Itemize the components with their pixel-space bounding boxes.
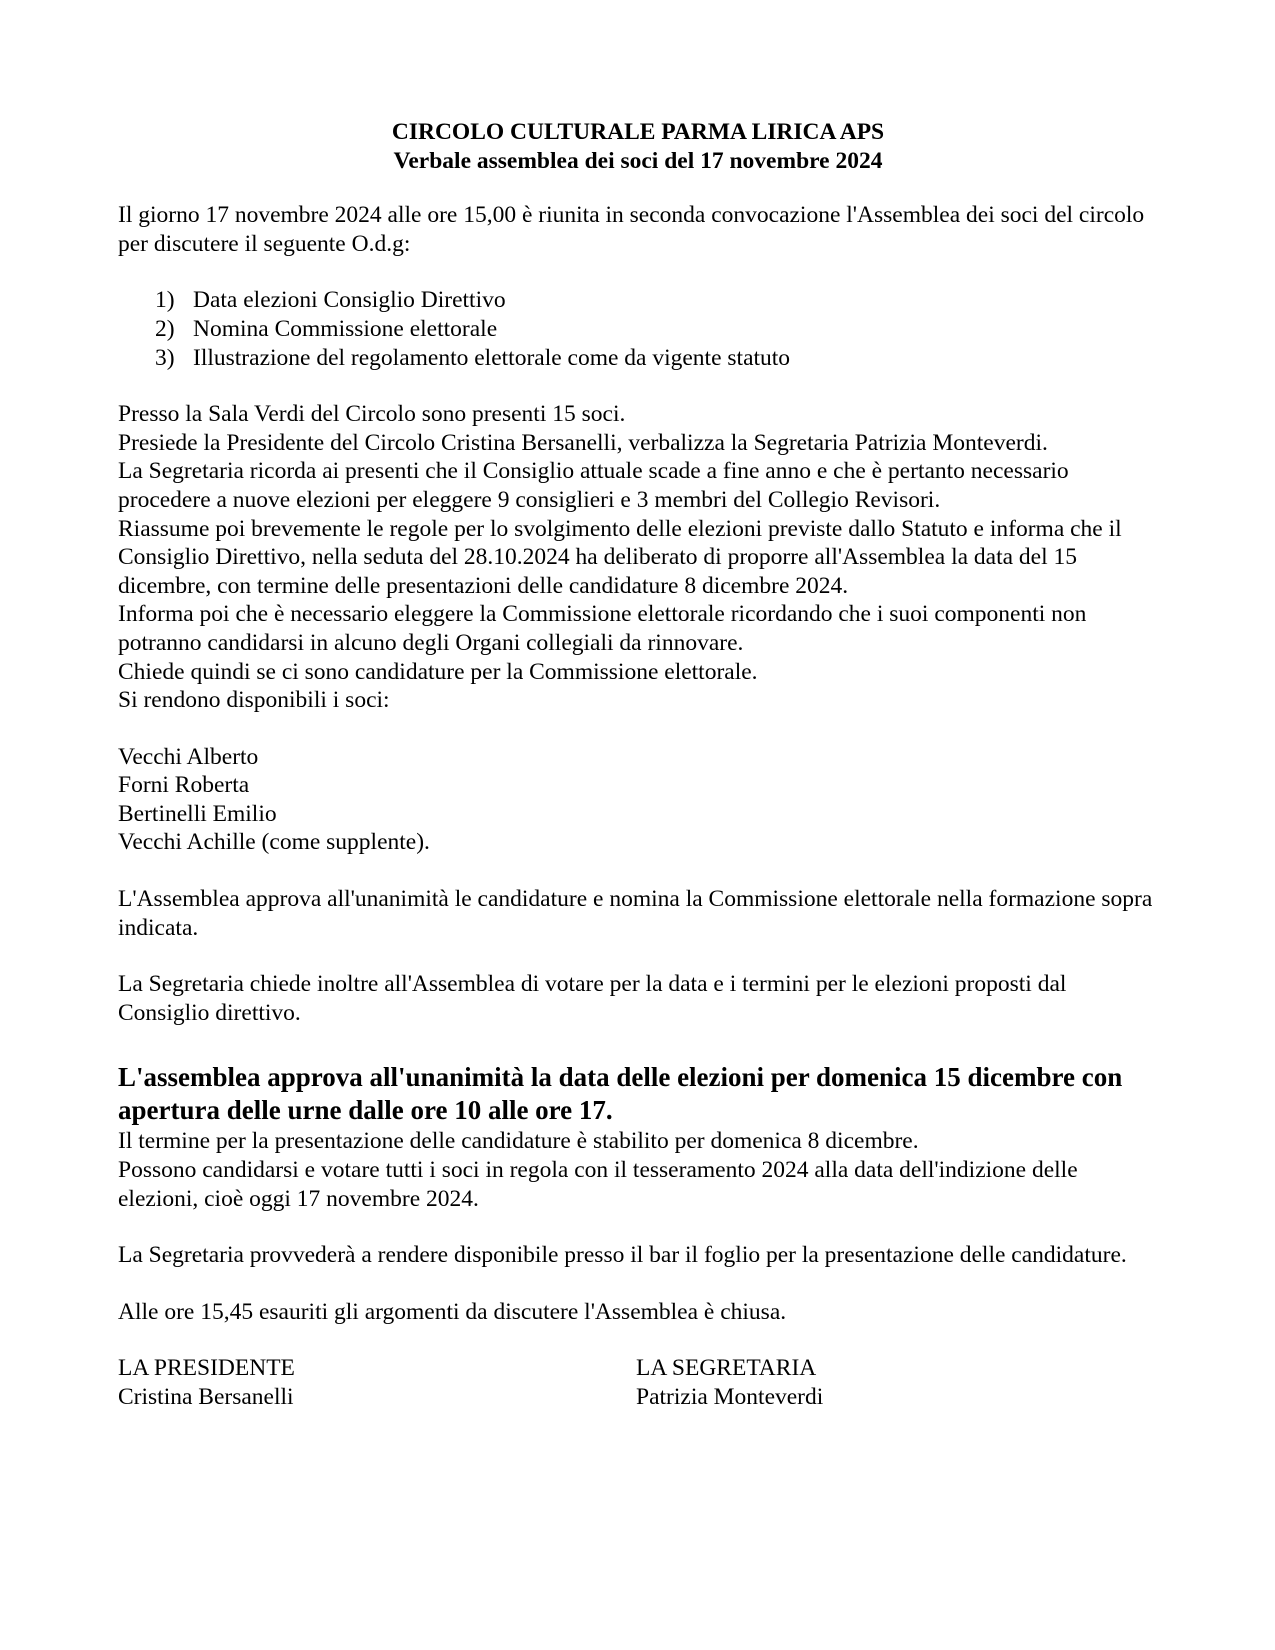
president-name: Cristina Bersanelli	[118, 1384, 294, 1410]
candidature-deadline-line: Il termine per la presentazione delle candidature è stabilito per domenica 8 dicembre.	[118, 1128, 919, 1155]
volunteers-line: Si rendono disponibili i soci:	[118, 687, 390, 714]
candidatures-request-line: Chiede quindi se ci sono candidature per la Commissione elettorale.	[118, 658, 758, 685]
agenda-item	[155, 344, 1158, 373]
candidate-name: Vecchi Achille (come supplente).	[118, 829, 430, 856]
agenda-item-text: Nomina Commissione elettorale	[193, 315, 498, 342]
president-signature	[118, 1354, 636, 1411]
candidate-list	[118, 743, 1158, 857]
commission-approval-paragraph: L'Assemblea approva all'unanimità le candidature e nomina la Commissione elettorale nella formazione sopra indicata.	[118, 886, 1153, 941]
council-expiry-line: La Segretaria ricorda ai presenti che il Consiglio attuale scade a fine anno e che è pertanto necessario procedere a nuove elezioni per eleggere 9 consiglieri e 3 membri del Collegio Revisori.	[118, 458, 1069, 513]
agenda-item-text: Data elezioni Consiglio Direttivo	[193, 287, 506, 314]
candidate-name: Vecchi Alberto	[118, 743, 259, 770]
candidate-name: Forni Roberta	[118, 772, 250, 799]
agenda-item-number: 1)	[155, 287, 175, 314]
agenda-item	[155, 315, 1158, 344]
document-header	[118, 118, 1158, 175]
agenda-item	[155, 286, 1158, 315]
secretary-signature	[636, 1354, 1154, 1411]
chair-line: Presiede la Presidente del Circolo Cristina Bersanelli, verbalizza la Segretaria Patrizia Monteverdi.	[118, 429, 1048, 456]
document-page	[118, 118, 1158, 1412]
secretary-name: Patrizia Monteverdi	[636, 1384, 824, 1410]
agenda-list	[118, 286, 1158, 372]
vote-request-paragraph: La Segretaria chiede inoltre all'Assemblea di votare per la data e i termini per le elezioni proposti dal Consiglio direttivo.	[118, 971, 1067, 1026]
election-terms-paragraph	[118, 1127, 1158, 1213]
attendance-line: Presso la Sala Verdi del Circolo sono presenti 15 soci.	[118, 401, 626, 428]
president-role: LA PRESIDENTE	[118, 1355, 295, 1382]
rules-summary-line: Riassume poi brevemente le regole per lo svolgimento delle elezioni previste dallo Statuto e informa che il Consiglio Direttivo, nella seduta del 28.10.2024 ha deliberato di proporre all'Assemblea la data del 15 dicembre, con termine delle presentazioni delle candidature 8 dicembre 2024.	[118, 515, 1122, 599]
minutes-title: Verbale assemblea dei soci del 17 novembre 2024	[393, 147, 883, 174]
proceedings-paragraph	[118, 400, 1158, 715]
election-date-approval: L'assemblea approva all'unanimità la data delle elezioni per domenica 15 dicembre con apertura delle urne dalle ore 10 alle ore 17.	[118, 1062, 1123, 1126]
signature-block	[118, 1354, 1158, 1411]
agenda-item-text: Illustrazione del regolamento elettorale come da vigente statuto	[193, 344, 791, 371]
organization-title: CIRCOLO CULTURALE PARMA LIRICA APS	[391, 119, 885, 145]
secretary-role: LA SEGRETARIA	[636, 1355, 817, 1382]
candidate-name: Bertinelli Emilio	[118, 800, 277, 827]
agenda-item-number: 3)	[155, 344, 175, 371]
commission-info-line: Informa poi che è necessario eleggere la Commissione elettorale ricordando che i suoi componenti non potranno candidarsi in alcuno degli Organi collegiali da rinnovare.	[118, 601, 1087, 656]
closing-paragraph: Alle ore 15,45 esauriti gli argomenti da discutere l'Assemblea è chiusa.	[118, 1298, 787, 1325]
sheet-note-paragraph: La Segretaria provvederà a rendere disponibile presso il bar il foglio per la presentazione delle candidature.	[118, 1242, 1127, 1269]
agenda-item-number: 2)	[155, 315, 175, 342]
eligibility-line: Possono candidarsi e votare tutti i soci in regola con il tesseramento 2024 alla data dell'indizione delle elezioni, cioè oggi 17 novembre 2024.	[118, 1157, 1078, 1212]
intro-paragraph: Il giorno 17 novembre 2024 alle ore 15,00 è riunita in seconda convocazione l'Assemblea dei soci del circolo per discutere il seguente O.d.g:	[118, 202, 1145, 257]
